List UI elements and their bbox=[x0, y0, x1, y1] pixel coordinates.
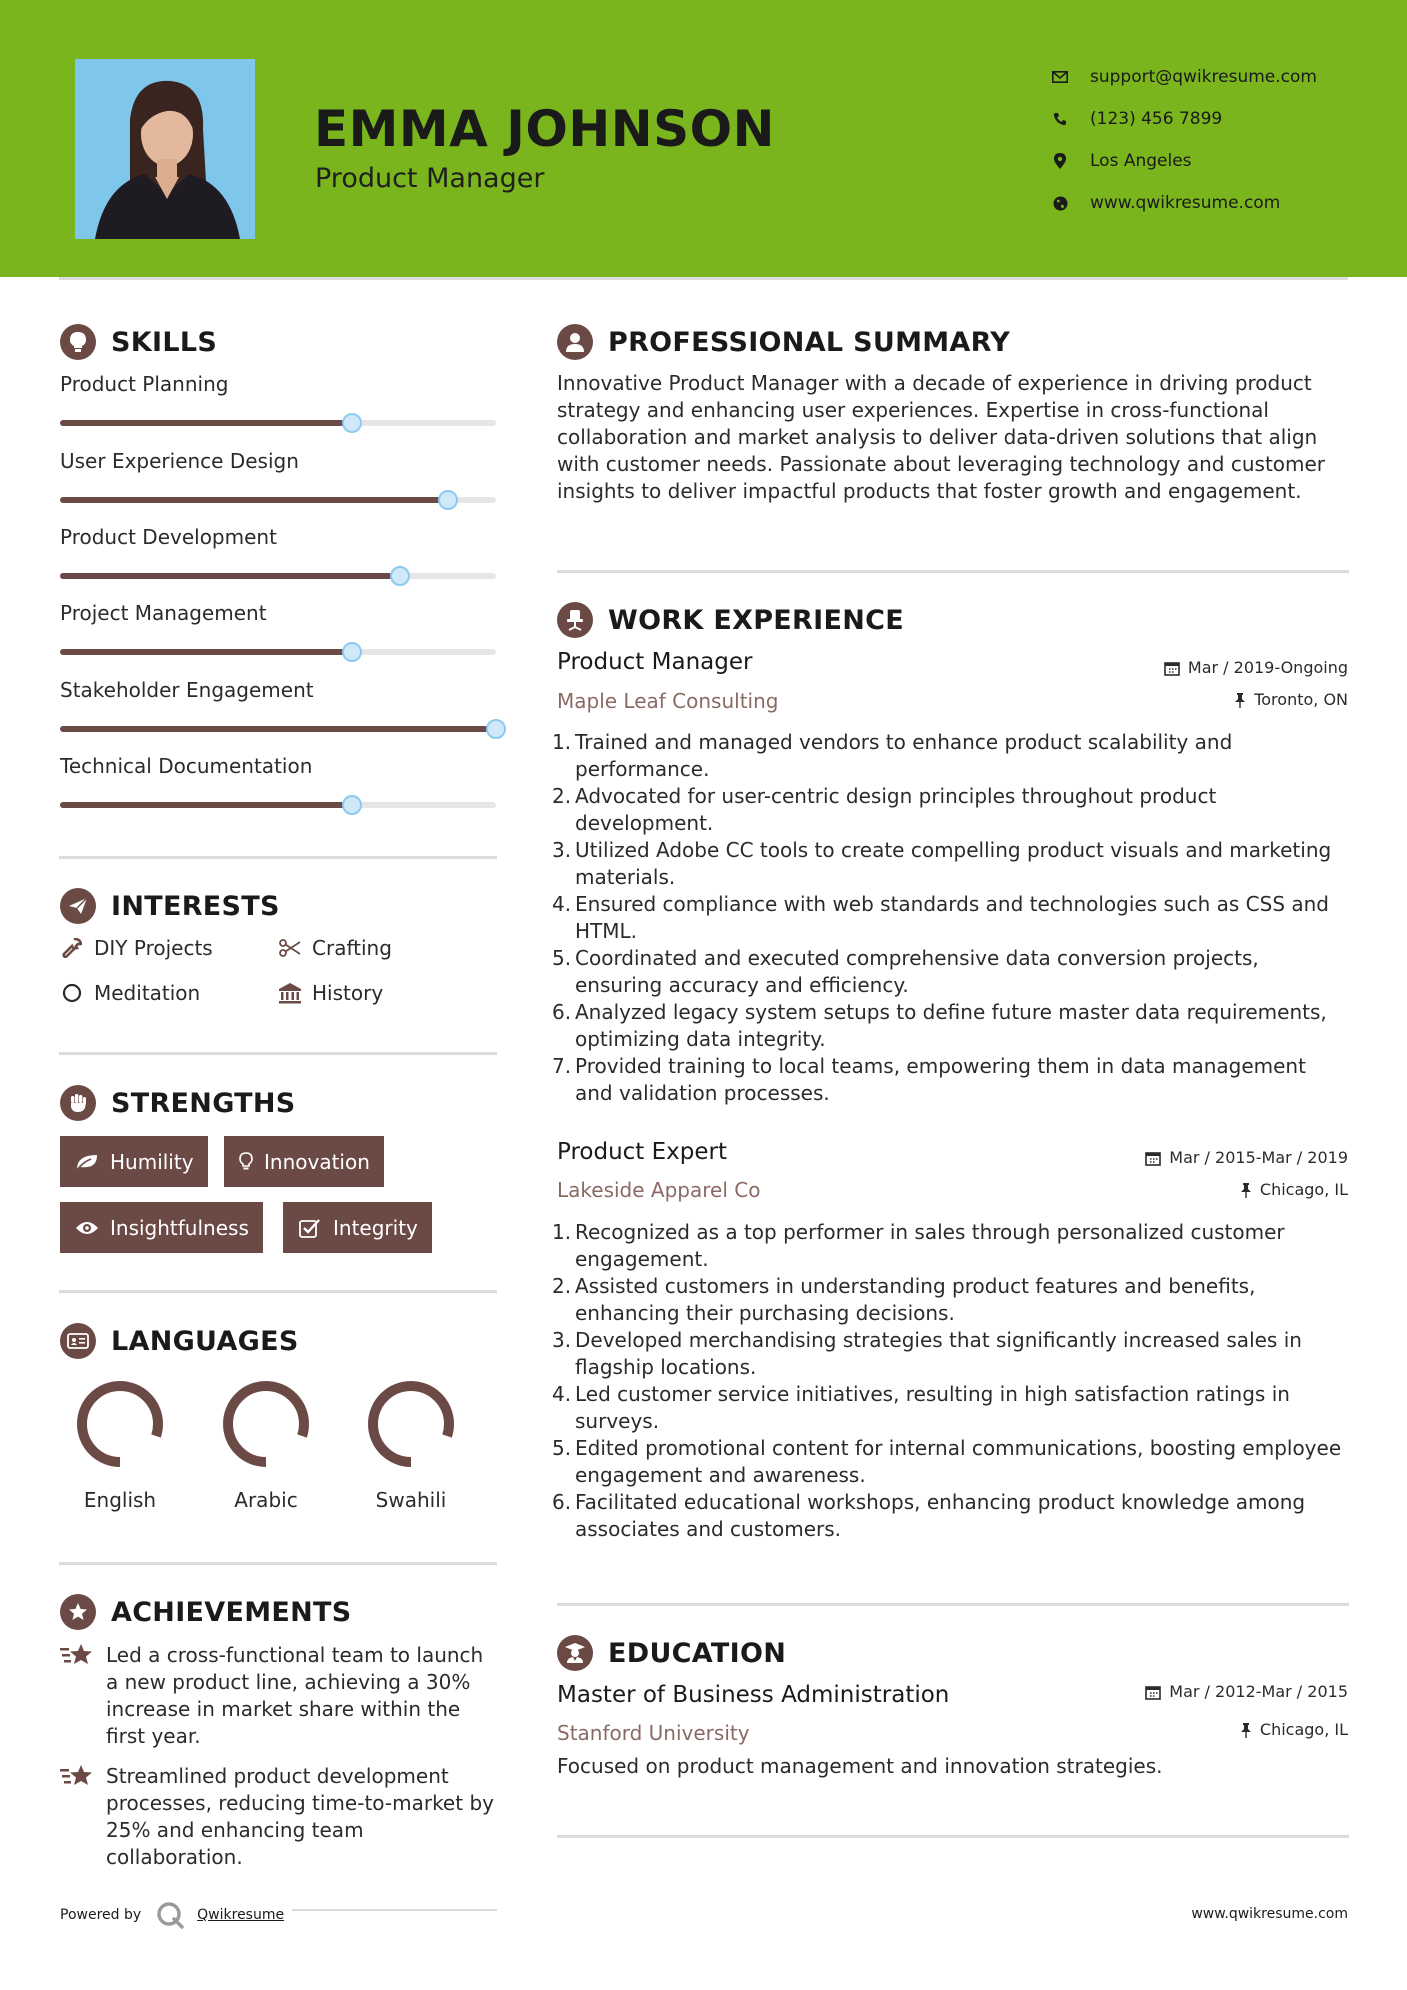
interest-item: Meditation bbox=[60, 981, 200, 1005]
list-item: 2. Advocated for user-centric design principles throughout product development. bbox=[552, 784, 1217, 835]
language-item: Arabic bbox=[196, 1378, 336, 1512]
skill-bar bbox=[60, 726, 496, 732]
education-school: Stanford University bbox=[557, 1721, 750, 1745]
contact-email[interactable]: support@qwikresume.com bbox=[1050, 56, 1317, 98]
map-pin-icon bbox=[1050, 151, 1070, 171]
star-icon bbox=[60, 1763, 100, 1793]
skill-item: Product Planning bbox=[60, 372, 496, 396]
job-date: Mar / 2015-Mar / 2019 bbox=[1145, 1148, 1348, 1167]
pushpin-icon bbox=[1234, 692, 1246, 708]
qwikresume-link[interactable]: Qwikresume bbox=[197, 1907, 285, 1923]
scissors-icon bbox=[278, 936, 302, 960]
lightbulb-icon bbox=[60, 324, 96, 360]
header-banner bbox=[0, 0, 1407, 277]
paper-plane-icon bbox=[60, 888, 96, 924]
globe-icon bbox=[1050, 193, 1070, 213]
contact-location: Los Angeles bbox=[1050, 140, 1317, 182]
job-location: Toronto, ON bbox=[1234, 690, 1348, 709]
skill-knob bbox=[342, 795, 362, 815]
list-item: 1. Recognized as a top performer in sales through personalized customer engagement. bbox=[552, 1220, 1285, 1271]
achievement-item: Streamlined product development processes, reducing time-to-market by 25% and enhancing team collaboration. bbox=[60, 1763, 500, 1871]
powered-by: Powered by Qwikresume bbox=[60, 1900, 284, 1930]
strength-chip: Integrity bbox=[283, 1202, 432, 1253]
education-degree: Master of Business Administration bbox=[557, 1682, 950, 1708]
language-ring bbox=[365, 1378, 457, 1470]
skills-heading: SKILLS bbox=[60, 324, 217, 360]
footer-website[interactable]: www.qwikresume.com bbox=[1191, 1906, 1348, 1922]
job-bullets bbox=[552, 729, 1349, 1107]
job-location: Chicago, IL bbox=[1240, 1180, 1348, 1199]
achievement-item: Led a cross-functional team to launch a new product line, achieving a 30% increase in market share within the first year. bbox=[60, 1642, 500, 1750]
skill-item: User Experience Design bbox=[60, 449, 496, 473]
strengths-heading: STRENGTHS bbox=[60, 1085, 296, 1121]
list-item: 5. Edited promotional content for internal communications, boosting employee engagement and awareness. bbox=[552, 1436, 1342, 1487]
strengths-divider bbox=[59, 1290, 497, 1293]
contact-list bbox=[1050, 56, 1317, 224]
experience-divider bbox=[557, 1603, 1349, 1606]
skill-knob bbox=[342, 413, 362, 433]
id-card-icon bbox=[60, 1323, 96, 1359]
list-item: 4. Ensured compliance with web standards and technologies such as CSS and HTML. bbox=[552, 892, 1329, 943]
profile-photo bbox=[75, 59, 255, 239]
education-date: Mar / 2012-Mar / 2015 bbox=[1145, 1682, 1348, 1701]
strength-chip: Innovation bbox=[224, 1136, 384, 1187]
list-item: 5. Coordinated and executed comprehensive data conversion projects, ensuring accuracy and efficiency. bbox=[552, 946, 1259, 997]
skill-knob bbox=[390, 566, 410, 586]
job-bullets bbox=[552, 1219, 1349, 1543]
skill-bar bbox=[60, 649, 496, 655]
phone-icon bbox=[1050, 109, 1070, 129]
job-date: Mar / 2019-Ongoing bbox=[1164, 658, 1348, 677]
envelope-icon bbox=[1050, 67, 1070, 87]
education-heading: EDUCATION bbox=[557, 1635, 786, 1671]
list-item: 2. Assisted customers in understanding product features and benefits, enhancing their purchasing decisions. bbox=[552, 1274, 1256, 1325]
interest-item: DIY Projects bbox=[60, 936, 213, 960]
job-company: Maple Leaf Consulting bbox=[557, 689, 779, 713]
job-title: Product Expert bbox=[557, 1139, 728, 1165]
header-divider bbox=[59, 277, 1348, 280]
interest-item: History bbox=[278, 981, 383, 1005]
interests-divider bbox=[59, 1052, 497, 1055]
skill-bar bbox=[60, 497, 496, 503]
qwikresume-logo-icon bbox=[155, 1900, 185, 1930]
job-company: Lakeside Apparel Co bbox=[557, 1178, 761, 1202]
skill-bar bbox=[60, 802, 496, 808]
bank-icon bbox=[278, 981, 302, 1005]
languages-heading: LANGUAGES bbox=[60, 1323, 299, 1359]
summary-divider bbox=[557, 570, 1349, 573]
calendar-icon bbox=[1145, 1684, 1161, 1700]
summary-text: Innovative Product Manager with a decade of experience in driving product strategy and enhancing user experiences. Expertise in cross-functional collaboration and market analysis to deliver data-driven solutions that align with customer needs. Passionate about leveraging technology and customer insights to deliver impactful products that foster growth and engagement. bbox=[557, 371, 1326, 503]
list-item: 6. Facilitated educational workshops, enhancing product knowledge among associates and customers. bbox=[552, 1490, 1306, 1541]
languages-divider bbox=[59, 1562, 497, 1565]
list-item: 6. Analyzed legacy system setups to define future master data requirements, optimizing data integrity. bbox=[552, 1000, 1327, 1051]
skill-item: Stakeholder Engagement bbox=[60, 678, 496, 702]
language-item: English bbox=[50, 1378, 190, 1512]
language-ring bbox=[220, 1378, 312, 1470]
list-item: 3. Utilized Adobe CC tools to create compelling product visuals and marketing materials. bbox=[552, 838, 1332, 889]
experience-heading: WORK EXPERIENCE bbox=[557, 602, 904, 638]
eye-icon bbox=[74, 1217, 100, 1239]
calendar-icon bbox=[1164, 660, 1180, 676]
lightbulb-icon bbox=[238, 1151, 254, 1173]
footer-divider bbox=[292, 1909, 497, 1911]
contact-website[interactable]: www.qwikresume.com bbox=[1050, 182, 1317, 224]
contact-phone[interactable]: (123) 456 7899 bbox=[1050, 98, 1317, 140]
interest-item: Crafting bbox=[278, 936, 392, 960]
list-item: 4. Led customer service initiatives, resulting in high satisfaction ratings in surveys. bbox=[552, 1382, 1290, 1433]
skill-bar bbox=[60, 573, 496, 579]
achievements-heading: ACHIEVEMENTS bbox=[60, 1594, 352, 1630]
education-description: Focused on product management and innovation strategies. bbox=[557, 1754, 1163, 1778]
circle-icon bbox=[60, 981, 84, 1005]
leaf-icon bbox=[74, 1151, 100, 1173]
list-item: 7. Provided training to local teams, empowering them in data management and validation processes. bbox=[552, 1054, 1306, 1105]
skill-item: Technical Documentation bbox=[60, 754, 496, 778]
wrench-icon bbox=[60, 936, 84, 960]
skill-bar bbox=[60, 420, 496, 426]
fist-icon bbox=[60, 1085, 96, 1121]
graduate-icon bbox=[557, 1635, 593, 1671]
calendar-icon bbox=[1145, 1150, 1161, 1166]
job-title: Product Manager bbox=[557, 649, 753, 675]
candidate-name: EMMA JOHNSON bbox=[314, 100, 775, 158]
strength-chip: Insightfulness bbox=[60, 1202, 263, 1253]
skill-item: Project Management bbox=[60, 601, 496, 625]
education-divider bbox=[557, 1835, 1349, 1838]
skill-item: Product Development bbox=[60, 525, 496, 549]
summary-heading: PROFESSIONAL SUMMARY bbox=[557, 324, 1010, 360]
pushpin-icon bbox=[1240, 1182, 1252, 1198]
skill-knob bbox=[486, 719, 506, 739]
education-location: Chicago, IL bbox=[1240, 1720, 1348, 1739]
check-square-icon bbox=[297, 1217, 323, 1239]
language-ring bbox=[74, 1378, 166, 1470]
interests-heading: INTERESTS bbox=[60, 888, 280, 924]
candidate-title: Product Manager bbox=[315, 163, 545, 194]
skill-knob bbox=[342, 642, 362, 662]
pushpin-icon bbox=[1240, 1722, 1252, 1738]
skills-divider bbox=[59, 856, 497, 859]
skill-knob bbox=[438, 490, 458, 510]
strength-chip: Humility bbox=[60, 1136, 208, 1187]
star-icon bbox=[60, 1642, 100, 1672]
list-item: 3. Developed merchandising strategies that significantly increased sales in flagship locations. bbox=[552, 1328, 1302, 1379]
language-item: Swahili bbox=[341, 1378, 481, 1512]
user-icon bbox=[557, 324, 593, 360]
list-item: 1. Trained and managed vendors to enhance product scalability and performance. bbox=[552, 730, 1233, 781]
star-badge-icon bbox=[60, 1594, 96, 1630]
office-chair-icon bbox=[557, 602, 593, 638]
